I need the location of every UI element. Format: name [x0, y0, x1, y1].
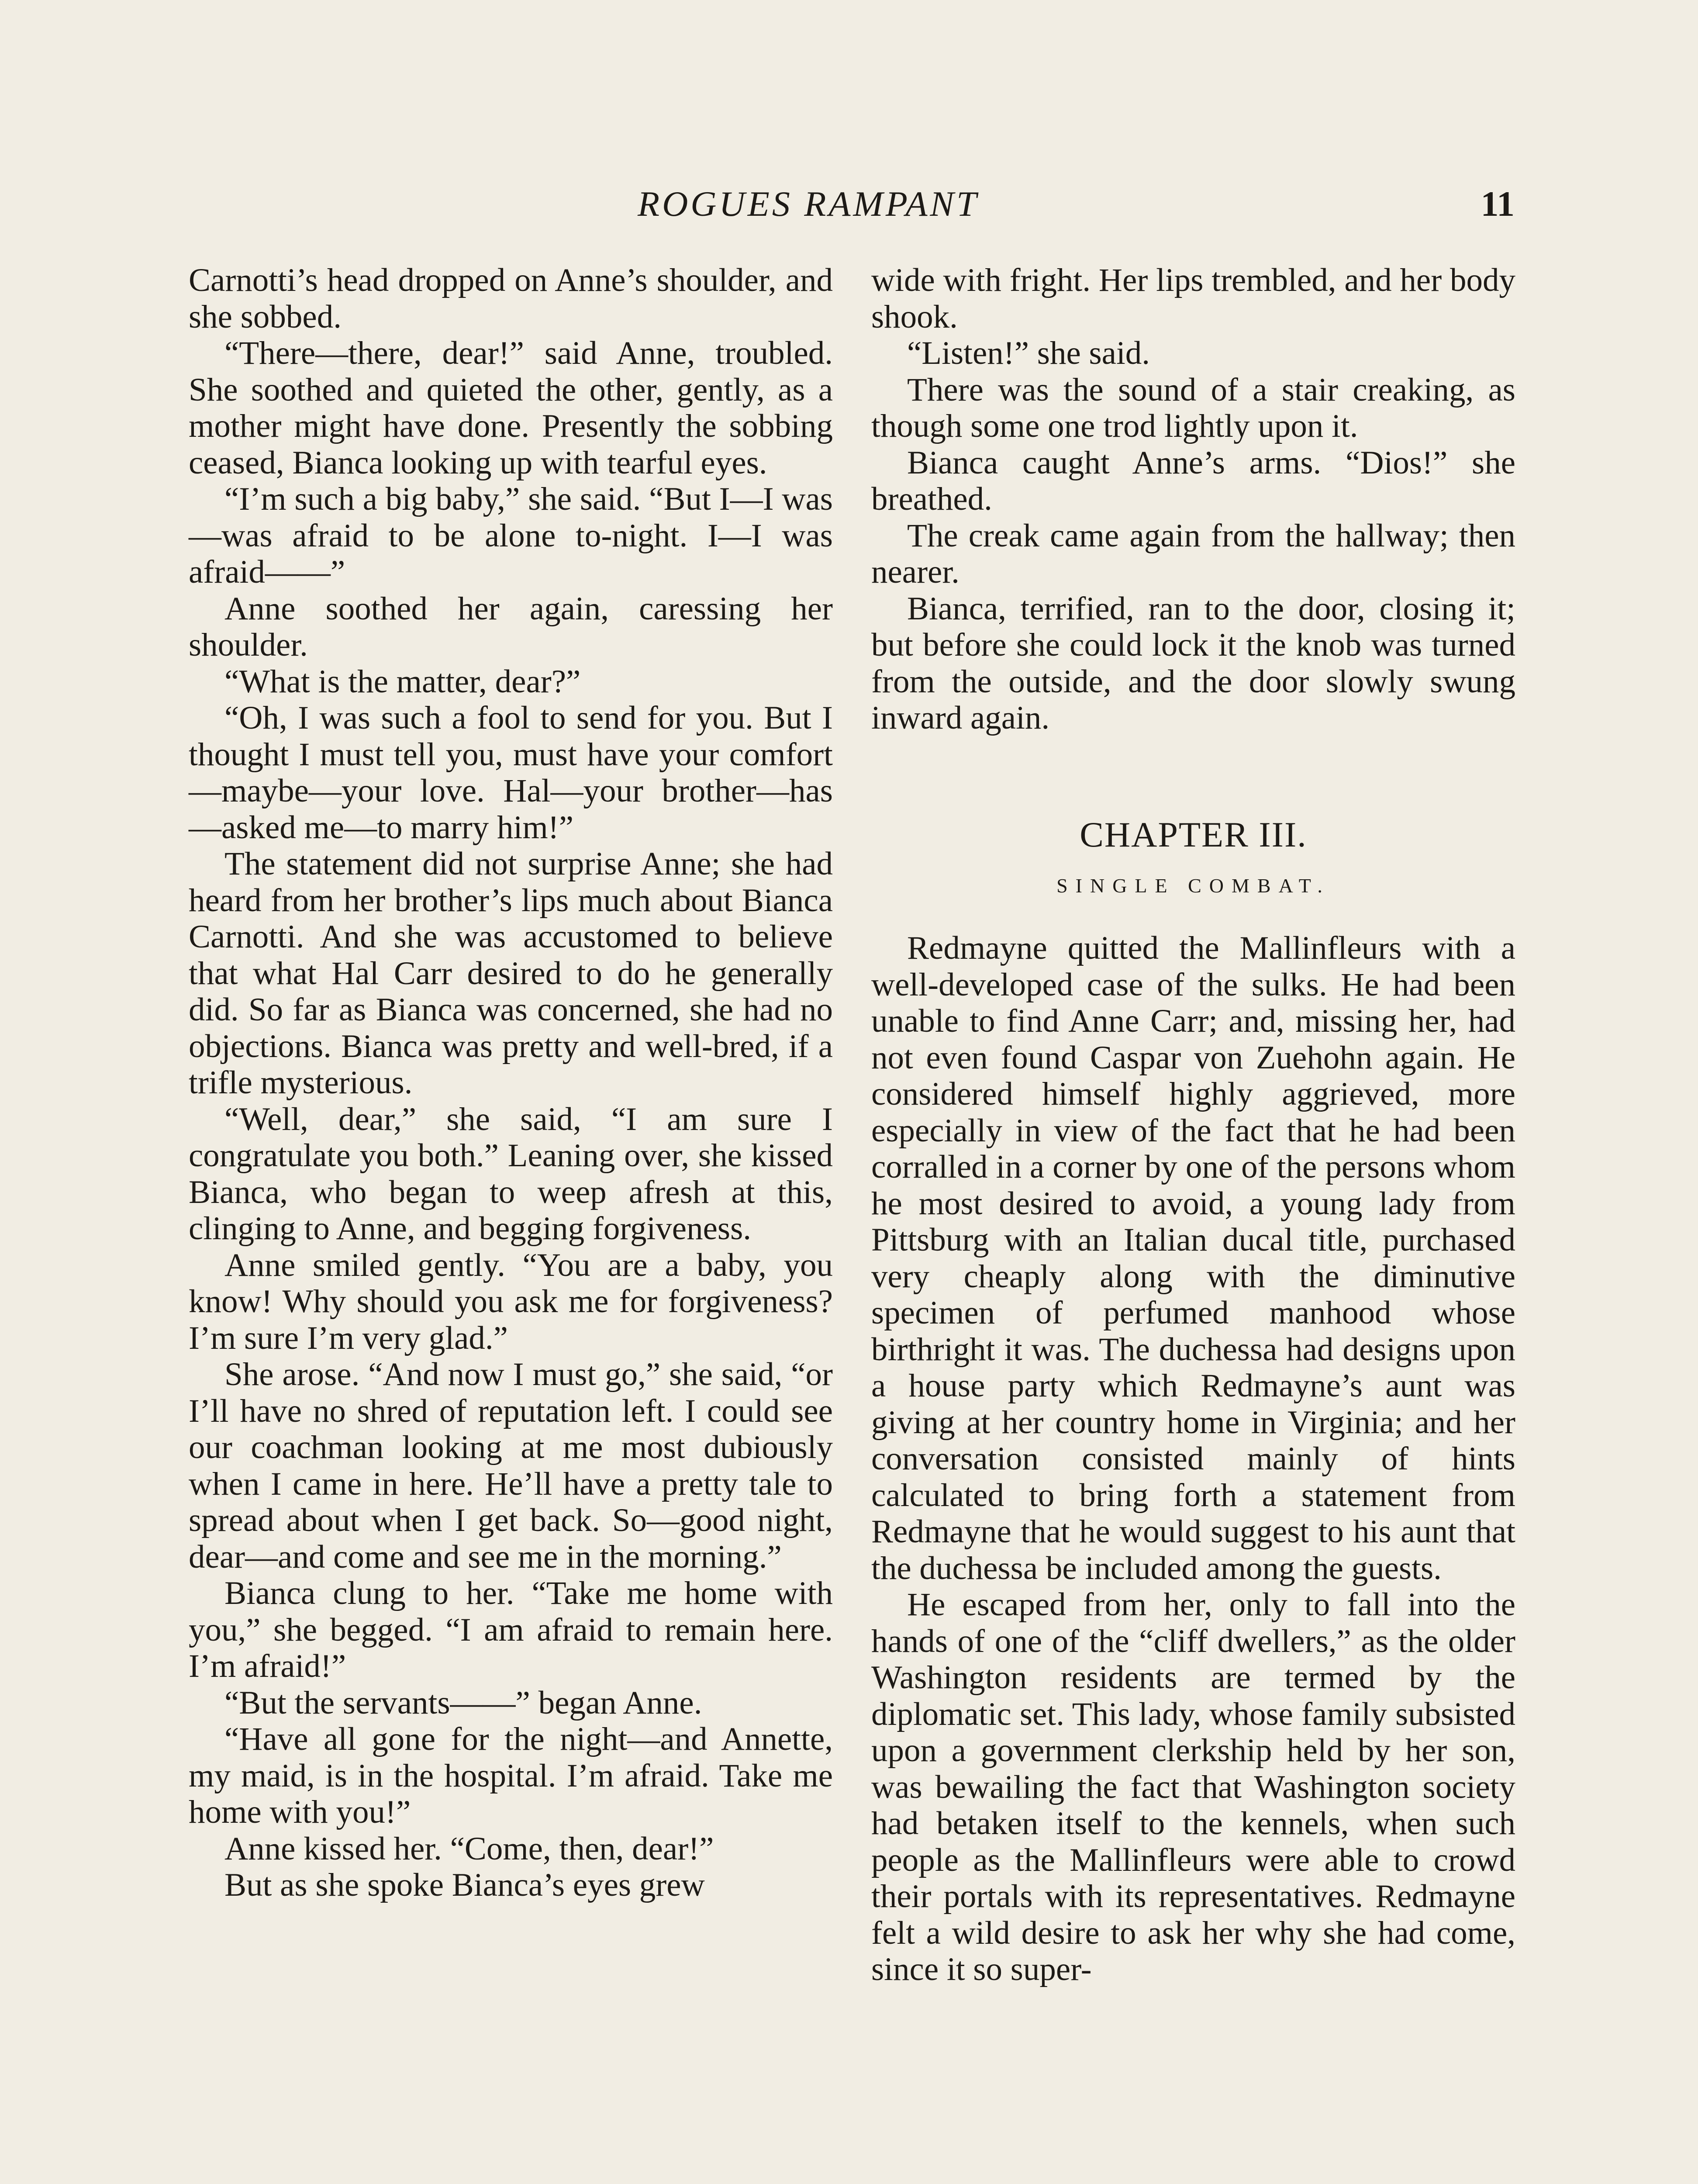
- paragraph: wide with fright. Her lips trembled, and her body shook.: [871, 262, 1515, 335]
- paragraph: She arose. “And now I must go,” she said, “or I’ll have no shred of reputation left. I could see our coachman looking at me most dubiously when I came in here. He’ll have a pretty tale to spread about when I get back. So—good night, dear—and come and see me in the morning.”: [189, 1356, 833, 1575]
- paragraph: Bianca clung to her. “Take me home with you,” she begged. “I am afraid to remain here. I’m afraid!”: [189, 1575, 833, 1684]
- paragraph: “Have all gone for the night—and Annette, my maid, is in the hospital. I’m afraid. Take me home with you!”: [189, 1721, 833, 1830]
- running-title: ROGUES RAMPANT: [638, 184, 979, 224]
- paragraph: “Listen!” she said.: [907, 335, 1150, 371]
- paragraph: Anne soothed her again, caressing her shoulder.: [189, 590, 833, 663]
- page-number: 11: [1481, 184, 1515, 224]
- right-column: [871, 262, 1515, 1988]
- chapter-heading: CHAPTER III.: [1080, 814, 1307, 854]
- paragraph: “What is the matter, dear?”: [224, 663, 581, 700]
- paragraph: “Well, dear,” she said, “I am sure I congratulate you both.” Leaning over, she kissed Bianca, who began to weep afresh at this, clinging to Anne, and begging forgiveness.: [189, 1101, 833, 1247]
- paragraph: The creak came again from the hallway; then nearer.: [871, 517, 1515, 590]
- paragraph: He escaped from her, only to fall into the hands of one of the “cliff dwellers,” as the older Washington residents are termed by the diplomatic set. This lady, whose family subsisted upon a government clerkship held by her son, was bewailing the fact that Washington society had betaken itself to the kennels, when such people as the Mallinfleurs were able to crowd their portals with its representatives. Redmayne felt a wild desire to ask her why she had come, since it so super-: [871, 1586, 1515, 1987]
- paragraph: Bianca, terrified, ran to the door, closing it; but before she could lock it the knob was turned from the outside, and the door slowly swung inward again.: [871, 590, 1515, 736]
- paragraph: Anne kissed her. “Come, then, dear!”: [224, 1830, 714, 1867]
- paragraph: Redmayne quitted the Mallinfleurs with a well-developed case of the sulks. He had been unable to find Anne Carr; and, missing her, had not even found Caspar von Zuehohn again. He considered himself highly aggrieved, more especially in view of the fact that he had been corralled in a corner by one of the persons whom he most desired to avoid, a young lady from Pittsburg with an Italian ducal title, purchased very cheaply along with the diminutive specimen of perfumed manhood whose birthright it was. The duchessa had designs upon a house party which Redmayne’s aunt was giving at her country home in Virginia; and her conversation consisted mainly of hints calculated to bring forth a statement from Redmayne that he would suggest to his aunt that the duchessa be included among the guests.: [871, 930, 1515, 1586]
- paragraph: Carnotti’s head dropped on Anne’s shoulder, and she sobbed.: [189, 262, 833, 335]
- left-column: [189, 262, 833, 1904]
- paragraph: “I’m such a big baby,” she said. “But I—I was—was afraid to be alone to-night. I—I was afraid——”: [189, 481, 833, 590]
- paragraph: But as she spoke Bianca’s eyes grew: [224, 1867, 705, 1903]
- paragraph: The statement did not surprise Anne; she had heard from her brother’s lips much about Bianca Carnotti. And she was accustomed to believe that what Hal Carr desired to do he generally did. So far as Bianca was concerned, she had no objections. Bianca was pretty and well-bred, if a trifle mysterious.: [189, 846, 833, 1101]
- paragraph: Bianca caught Anne’s arms. “Dios!” she breathed.: [871, 444, 1515, 517]
- paragraph: “But the servants——” began Anne.: [224, 1684, 702, 1721]
- chapter-subtitle: SINGLE COMBAT.: [1056, 874, 1330, 897]
- paragraph: “There—there, dear!” said Anne, troubled. She soothed and quieted the other, gently, as a mother might have done. Presently the sobbing ceased, Bianca looking up with tearful eyes.: [189, 335, 833, 481]
- paragraph: “Oh, I was such a fool to send for you. But I thought I must tell you, must have your comfort—maybe—your love. Hal—your brother—has—asked me—to marry him!”: [189, 700, 833, 846]
- paragraph: There was the sound of a stair creaking, as though some one trod lightly upon it.: [871, 371, 1515, 444]
- paragraph: Anne smiled gently. “You are a baby, you know! Why should you ask me for forgiveness? I’m sure I’m very glad.”: [189, 1247, 833, 1356]
- running-head: [0, 183, 1698, 236]
